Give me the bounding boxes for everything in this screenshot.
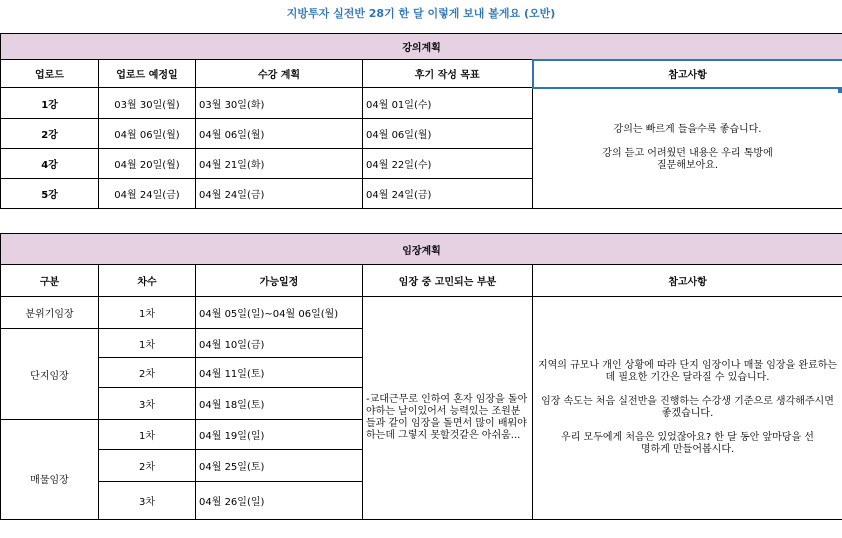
visit-date-cell[interactable]: 04월 11일(토) (196, 358, 363, 388)
visit-category-cell[interactable]: 분위기임장 (1, 297, 99, 329)
sheet-title: 지방투자 실전반 28기 한 달 이렇게 보내 볼게요 (오반) (286, 7, 556, 20)
visit-plan-table (0, 233, 842, 520)
lecture-cell[interactable]: 03월 30일(화) (196, 88, 363, 119)
lecture-cell[interactable]: 04월 06일(월) (363, 119, 533, 149)
visit-round-cell[interactable]: 3차 (99, 388, 196, 420)
visit-date-cell[interactable]: 04월 18일(토) (196, 388, 363, 420)
visit-category-cell[interactable]: 매물임장 (1, 420, 99, 520)
lecture-plan-table (0, 33, 842, 209)
visit-round-cell[interactable]: 1차 (99, 420, 196, 450)
lecture-cell[interactable]: 04월 24일(금) (196, 179, 363, 209)
visit-round-cell[interactable]: 1차 (99, 297, 196, 329)
header-upload-date[interactable]: 업로드 예정일 (99, 60, 196, 88)
lecture-cell[interactable]: 04월 21일(화) (196, 149, 363, 179)
visit-note-line: 임장 속도는 처음 실전반을 진행하는 수강생 기준으로 생각해주시면 좋겠습니다. (541, 396, 834, 419)
visit-plan-band[interactable]: 임장계획 (1, 234, 842, 265)
header-category[interactable]: 구분 (1, 265, 99, 297)
visit-round-cell[interactable]: 2차 (99, 450, 196, 482)
lecture-cell[interactable]: 04월 06일(월) (99, 119, 196, 149)
lecture-cell[interactable]: 1강 (1, 88, 99, 119)
visit-round-cell[interactable]: 2차 (99, 358, 196, 388)
header-review-goal[interactable]: 후기 작성 목표 (363, 60, 533, 88)
lecture-cell[interactable]: 04월 06일(월) (196, 119, 363, 149)
header-available-dates[interactable]: 가능일정 (196, 265, 363, 297)
visit-category-cell[interactable]: 단지임장 (1, 329, 99, 420)
visit-note-line: 우리 모두에게 처음은 있었잖아요? 한 달 동안 앞마당을 선명하게 만들어봅시다. (561, 432, 814, 455)
lecture-cell[interactable]: 04월 01일(수) (363, 88, 533, 119)
header-round[interactable]: 차수 (99, 265, 196, 297)
header-upload[interactable]: 업로드 (1, 60, 99, 88)
visit-date-cell[interactable]: 04월 19일(일) (196, 420, 363, 450)
visit-note-line: 지역의 규모나 개인 상황에 따라 단지 임장이나 매물 임장을 완료하는 데 필요한 기간은 달라질 수 있습니다. (537, 360, 838, 383)
lecture-cell[interactable]: 04월 24일(금) (99, 179, 196, 209)
header-visit-notes[interactable]: 참고사항 (533, 265, 842, 297)
lecture-cell[interactable]: 04월 24일(금) (363, 179, 533, 209)
lecture-note-line: 강의는 빠르게 들을수록 좋습니다. (613, 124, 762, 136)
lecture-cell[interactable]: 2강 (1, 119, 99, 149)
header-concerns[interactable]: 임장 중 고민되는 부분 (363, 265, 533, 297)
header-study-plan[interactable]: 수강 계획 (196, 60, 363, 88)
visit-date-cell[interactable]: 04월 05일(일)~04월 06일(월) (196, 297, 363, 329)
visit-notes-cell[interactable] (533, 297, 842, 520)
visit-date-cell[interactable]: 04월 10일(금) (196, 329, 363, 358)
table-row (1, 297, 842, 329)
selection-fill-handle[interactable] (838, 88, 842, 93)
lecture-cell[interactable]: 04월 20일(월) (99, 149, 196, 179)
visit-concern-cell[interactable]: -교대근무로 인하여 혼자 임장을 돌아야하는 날이있어서 능력있는 조원분들과 같이 임장을 돌면서 많이 배워야하는데 그렇지 못할것같은 아쉬움... (363, 297, 533, 520)
lecture-note-line: 강의 듣고 어려웠던 내용은 우리 톡방에 질문해보아요. (602, 148, 773, 172)
visit-round-cell[interactable]: 1차 (99, 329, 196, 358)
table-row (1, 88, 842, 119)
visit-date-cell[interactable]: 04월 25일(토) (196, 450, 363, 482)
lecture-cell[interactable]: 04월 22일(수) (363, 149, 533, 179)
lecture-cell[interactable]: 03월 30일(월) (99, 88, 196, 119)
lecture-notes-cell[interactable] (533, 88, 842, 209)
visit-round-cell[interactable]: 3차 (99, 482, 196, 520)
header-notes[interactable]: 참고사항 (533, 60, 842, 88)
lecture-cell[interactable]: 5강 (1, 179, 99, 209)
visit-date-cell[interactable]: 04월 26일(일) (196, 482, 363, 520)
lecture-plan-band[interactable]: 강의계획 (1, 34, 842, 60)
lecture-cell[interactable]: 4강 (1, 149, 99, 179)
